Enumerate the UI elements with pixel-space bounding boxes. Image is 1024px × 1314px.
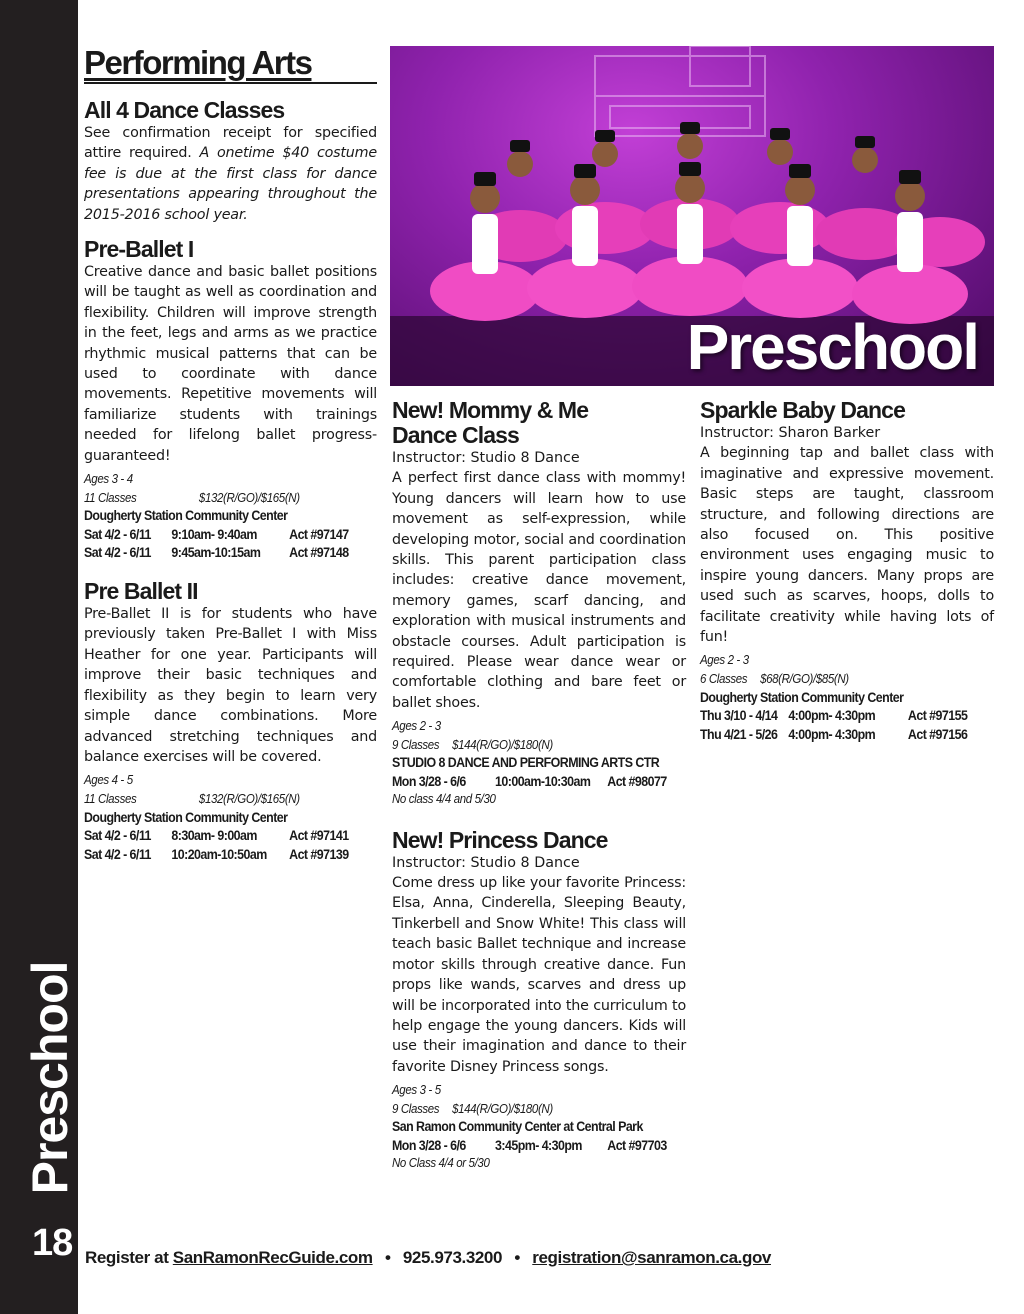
session-row bbox=[392, 1137, 667, 1156]
session-activity-number: Act #97156 bbox=[907, 726, 968, 742]
session-row bbox=[84, 827, 354, 846]
session-activity-number: Act #97141 bbox=[289, 828, 349, 844]
sidebar-label: Preschool bbox=[22, 961, 78, 1195]
princess-note: No Class 4/4 or 5/30 bbox=[392, 1155, 490, 1170]
session-row bbox=[700, 707, 970, 726]
session-row bbox=[84, 544, 354, 563]
pre-ballet-2-title: Pre Ballet II bbox=[84, 578, 198, 605]
all-dance-desc-italic: A onetime $40 costume fee is due at the first class for dance presentations appearing throughout the 2015-2016 school year. bbox=[84, 145, 377, 223]
page-number: 18 bbox=[32, 1222, 73, 1264]
mommy-me-ages: Ages 2 - 3 bbox=[392, 719, 441, 734]
footer-register-prefix: Register at bbox=[85, 1248, 169, 1267]
session-time: 4:00pm- 4:30pm bbox=[788, 726, 876, 742]
mommy-me-desc: A perfect first dance class with mommy! Young dancers will learn how to use movement as self-expression, while developing motor, social and coordination skills. This parent participation class includes: creative dance movement, memory games, scarf dancing, and exploration with musical instruments and obstacle courses. Adult participation is required. Please wear dance wear or comfortable clothing and bare feet or ballet shoes. bbox=[392, 470, 686, 711]
pre-ballet-2-location: Dougherty Station Community Center bbox=[84, 809, 288, 825]
class-count: 11 Classes bbox=[84, 490, 137, 505]
mommy-me-instructor: Instructor: Studio 8 Dance bbox=[392, 450, 580, 466]
session-date: Sat 4/2 - 6/11 bbox=[84, 526, 151, 542]
pre-ballet-1-location: Dougherty Station Community Center bbox=[84, 508, 288, 524]
class-price: $68(R/GO)/$85(N) bbox=[760, 672, 849, 687]
session-date: Mon 3/28 - 6/6 bbox=[392, 774, 466, 790]
session-activity-number: Act #98077 bbox=[607, 774, 667, 790]
pre-ballet-2-desc: Pre-Ballet II is for students who have previously taken Pre-Ballet I with Miss Heather for one year. Participants will improve their basic techniques and flexibility as they begin to learn very simple dance combinations. More advanced stretching techniques and balance exercises will be covered. bbox=[84, 606, 377, 765]
column-middle bbox=[392, 398, 686, 1170]
session-row bbox=[84, 526, 354, 545]
sidebar bbox=[0, 0, 78, 1314]
session-row bbox=[392, 773, 667, 792]
session-time: 10:20am-10:50am bbox=[171, 846, 267, 862]
session-date: Mon 3/28 - 6/6 bbox=[392, 1137, 466, 1153]
class-price: $132(R/GO)/$165(N) bbox=[198, 490, 300, 505]
column-right bbox=[700, 398, 994, 744]
pre-ballet-1-ages: Ages 3 - 4 bbox=[84, 472, 133, 487]
session-row bbox=[700, 726, 970, 745]
footer bbox=[85, 1248, 771, 1268]
footer-separator: • bbox=[384, 1248, 391, 1267]
session-date: Sat 4/2 - 6/11 bbox=[84, 846, 151, 862]
sparkle-location: Dougherty Station Community Center bbox=[700, 689, 904, 705]
class-count: 6 Classes bbox=[700, 672, 748, 687]
session-row bbox=[84, 846, 354, 865]
session-activity-number: Act #97703 bbox=[607, 1137, 667, 1153]
pre-ballet-1-title: Pre-Ballet I bbox=[84, 236, 194, 263]
class-count: 9 Classes bbox=[392, 737, 440, 752]
session-date: Thu 3/10 - 4/14 bbox=[700, 708, 778, 724]
pre-ballet-1-classes-price bbox=[84, 489, 354, 508]
pre-ballet-2-classes-price bbox=[84, 790, 354, 809]
footer-phone: 925.973.3200 bbox=[402, 1248, 503, 1267]
session-time: 3:45pm- 4:30pm bbox=[495, 1137, 582, 1153]
mommy-me-classes-price bbox=[392, 736, 662, 755]
session-time: 9:10am- 9:40am bbox=[171, 526, 257, 542]
photo-caption: Preschool bbox=[686, 311, 978, 383]
all-dance-desc bbox=[84, 123, 377, 225]
princess-location: San Ramon Community Center at Central Park bbox=[392, 1119, 643, 1135]
session-date: Sat 4/2 - 6/11 bbox=[84, 545, 151, 561]
session-time: 9:45am-10:15am bbox=[171, 545, 261, 561]
session-time: 10:00am-10:30am bbox=[495, 774, 591, 790]
princess-classes-price bbox=[392, 1100, 662, 1119]
princess-title: New! Princess Dance bbox=[392, 826, 608, 853]
mommy-me-location: STUDIO 8 DANCE AND PERFORMING ARTS CTR bbox=[392, 755, 660, 771]
pre-ballet-1-desc: Creative dance and basic ballet positions will be taught as well as coordination and flexibility. Children will improve strength in the feet, legs and arms as we practice rhythmic musical patterns that can be used to coordinate with dance movements. Repetitive movements will familiarize students with trainings needed for lifelong ballet progress- guaranteed! bbox=[84, 264, 377, 464]
session-activity-number: Act #97139 bbox=[289, 846, 349, 862]
footer-email-link[interactable]: registration@sanramon.ca.gov bbox=[532, 1248, 771, 1267]
sparkle-classes-price bbox=[700, 670, 970, 689]
pre-ballet-2-ages: Ages 4 - 5 bbox=[84, 773, 133, 788]
princess-desc: Come dress up like your favorite Princess: Elsa, Anna, Cinderella, Sleeping Beauty, Tinkerbell and Snow White! This class will teach basic Ballet technique and increase motor skills through creative dance. Fun props like wands, scarves and dress up will be incorporated into the curriculum to help engage the young dancers. Kids will use their imagination and dance to their favorite Disney Princess songs. bbox=[392, 875, 686, 1075]
mommy-me-title-line2: Dance Class bbox=[392, 422, 519, 448]
session-date: Thu 4/21 - 5/26 bbox=[700, 726, 778, 742]
column-left bbox=[84, 44, 377, 864]
sparkle-desc: A beginning tap and ballet class with imaginative and expressive movement. Basic steps are taught, classroom structure, and following directions are also focused on. This positive environment uses engaging music to inspire young dancers. Many props are used such as scarves, hoops, dolls to facilitate creativity while having lots of fun! bbox=[700, 445, 994, 646]
footer-separator: • bbox=[514, 1248, 520, 1267]
princess-instructor: Instructor: Studio 8 Dance bbox=[392, 854, 580, 871]
session-time: 4:00pm- 4:30pm bbox=[788, 708, 876, 724]
class-price: $144(R/GO)/$180(N) bbox=[452, 1101, 553, 1116]
footer-site-link[interactable]: SanRamonRecGuide.com bbox=[172, 1248, 373, 1267]
session-time: 8:30am- 9:00am bbox=[171, 828, 257, 844]
sparkle-instructor: Instructor: Sharon Barker bbox=[700, 425, 881, 441]
section-title: Performing Arts bbox=[84, 44, 377, 84]
princess-ages: Ages 3 - 5 bbox=[392, 1083, 441, 1098]
mommy-me-title-line1: New! Mommy & Me bbox=[392, 397, 589, 423]
session-activity-number: Act #97148 bbox=[289, 545, 349, 561]
all-dance-desc-plain: See confirmation receipt for specified attire required. bbox=[84, 125, 377, 162]
class-price: $144(R/GO)/$180(N) bbox=[452, 737, 553, 752]
session-date: Sat 4/2 - 6/11 bbox=[84, 828, 151, 844]
class-count: 9 Classes bbox=[392, 1101, 440, 1116]
class-count: 11 Classes bbox=[84, 791, 137, 806]
dance-recital-photo bbox=[390, 46, 994, 386]
all-dance-title: All 4 Dance Classes bbox=[84, 97, 285, 123]
session-activity-number: Act #97147 bbox=[289, 526, 349, 542]
mommy-me-note: No class 4/4 and 5/30 bbox=[392, 791, 496, 806]
class-price: $132(R/GO)/$165(N) bbox=[198, 791, 300, 806]
sparkle-title: Sparkle Baby Dance bbox=[700, 397, 905, 423]
session-activity-number: Act #97155 bbox=[907, 708, 968, 724]
broadway-backdrop bbox=[595, 46, 765, 136]
sparkle-ages: Ages 2 - 3 bbox=[700, 653, 749, 668]
